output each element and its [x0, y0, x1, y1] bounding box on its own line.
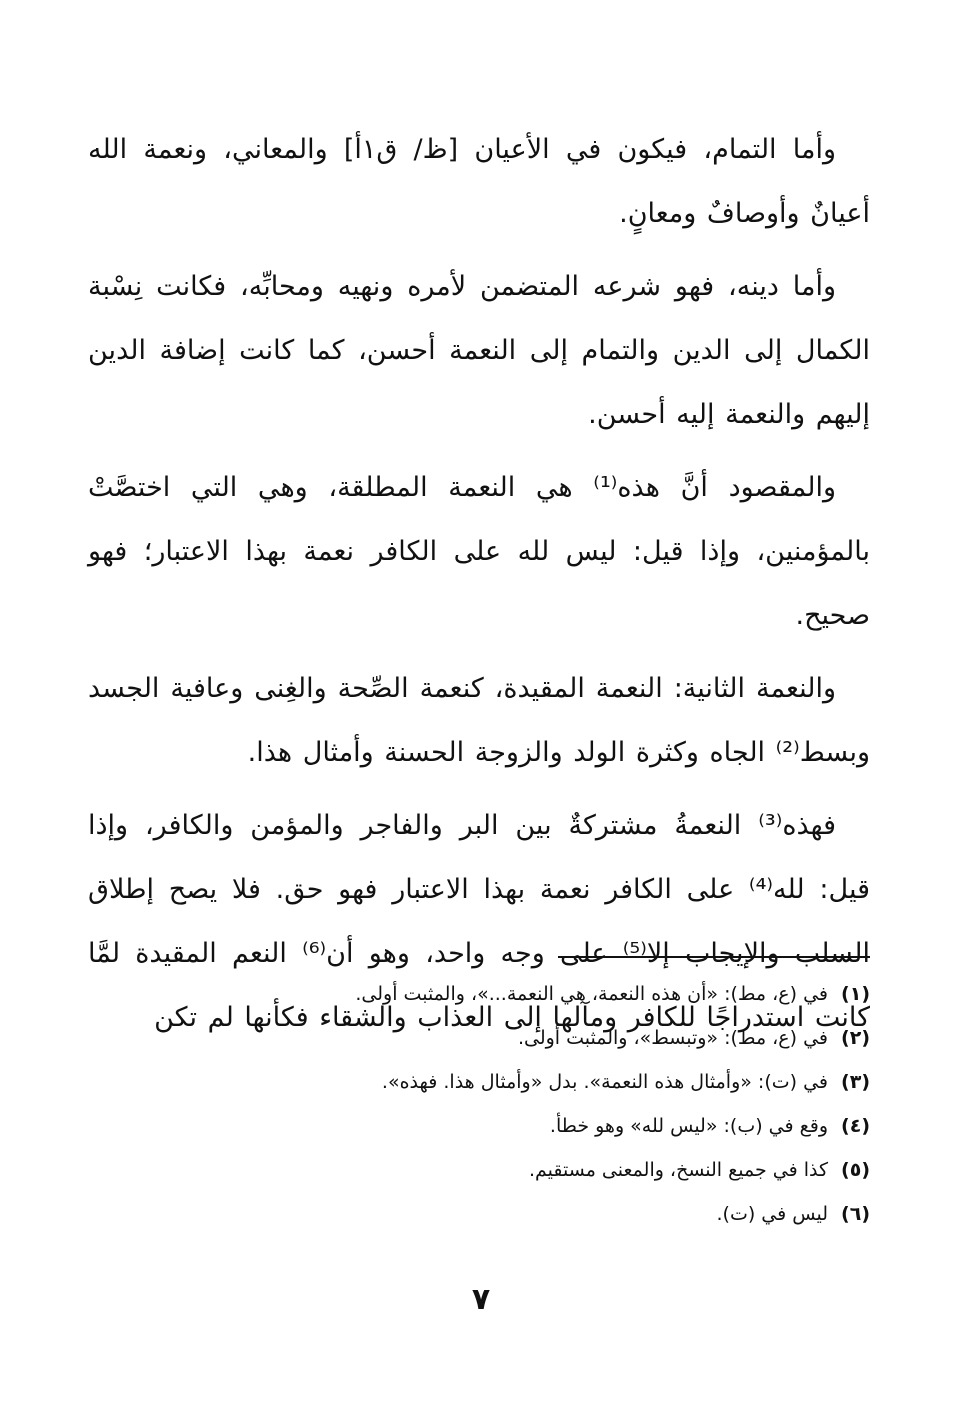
footnotes-list	[110, 972, 870, 1236]
paragraph-1: وأما التمام، فيكون في الأعيان [ظ/ ق١أ] والمعاني، ونعمة الله أعيانٌ وأوصافٌ ومعانٍ.	[88, 134, 870, 229]
footnote-6	[110, 1192, 870, 1236]
paragraph-3: والمقصود أنَّ هذه⁽¹⁾ هي النعمة المطلقة، وهي التي اختصَّتْ بالمؤمنين، وإذا قيل: ليس لله على الكافر نعمة بهذا الاعتبار؛ فهو صحيح.	[88, 472, 870, 631]
footnote-text: وقع في (ب): «ليس لله» وهو خطأ.	[549, 1115, 828, 1137]
footnote-number: (٥)	[841, 1159, 870, 1181]
footnote-number: (٢)	[841, 1027, 870, 1049]
footnote-text: في (ت): «وأمثال هذه النعمة». بدل «وأمثال هذا. فهذه».	[381, 1071, 828, 1093]
footnote-number: (١)	[841, 983, 870, 1005]
footnote-number: (٣)	[841, 1071, 870, 1093]
paragraph-4: والنعمة الثانية: النعمة المقيدة، كنعمة الصِّحة والغِنى وعافية الجسد وبسط⁽²⁾ الجاه وكثرة الولد والزوجة الحسنة وأمثال هذا.	[88, 673, 870, 768]
footnote-text: كذا في جميع النسخ، والمعنى مستقيم.	[529, 1159, 828, 1181]
footnote-text: ليس في (ت).	[716, 1203, 828, 1225]
footnote-2	[110, 1016, 870, 1060]
footnote-number: (٦)	[841, 1203, 870, 1225]
footnote-text: في (ع، مط): «وتبسط»، والمثبت أولى.	[517, 1027, 828, 1049]
footnote-number: (٤)	[841, 1115, 870, 1137]
footnote-1	[110, 972, 870, 1016]
footnote-separator	[558, 956, 870, 958]
paragraph-5: فهذه⁽³⁾ النعمةُ مشتركةٌ بين البر والفاجر والمؤمن والكافر، وإذا قيل: لله⁽⁴⁾ على الكافر نعمة بهذا الاعتبار فهو حق. فلا يصح إطلاق السلب والإيجاب إلا⁽⁵⁾ على وجه واحد، وهو أن⁽⁶⁾ النعم المقيدة لمَّا كانت استدراجًا للكافر ومآلها إلى العذاب والشقاء فكأنها لم تكن	[88, 810, 870, 1033]
footnote-5	[110, 1148, 870, 1192]
paragraph-2: وأما دينه، فهو شرعه المتضمن لأمره ونهيه ومحابِّه، فكانت نِسْبة الكمال إلى الدين والتمام إلى النعمة أحسن، كما كانت إضافة الدين إليهم والنعمة إليه أحسن.	[88, 271, 870, 430]
page-number: ٧	[471, 1282, 491, 1317]
footnote-3	[110, 1060, 870, 1104]
main-text	[88, 118, 870, 1059]
footnote-4	[110, 1104, 870, 1148]
footnote-text: في (ع، مط): «أن هذه النعمة، هي النعمة...»، والمثبت أولى.	[355, 983, 828, 1005]
